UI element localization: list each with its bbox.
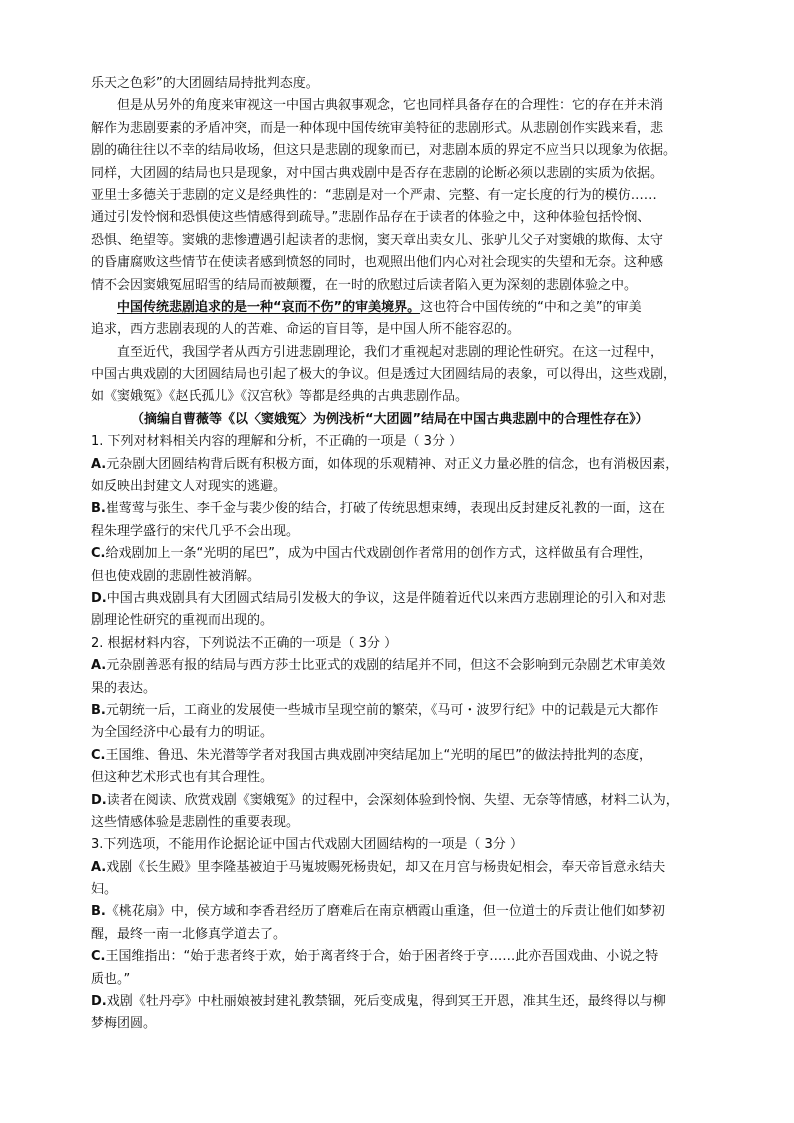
option-text: 崔莺莺与张生、李千金与裴少俊的结合，打破了传统思想束缚，表现出反封建反礼教的一面，这在 (105, 501, 665, 517)
passage-line: 亚里士多德关于悲剧的定义是经典性的：“悲剧是对一个严肃、完整、有一定长度的行为的模仿…… (91, 187, 657, 203)
option-label: C. (91, 546, 106, 562)
option-label: B. (91, 501, 106, 517)
option-text: 剧理论性研究的重视而出现的。 (91, 613, 274, 629)
option-text: 《桃花扇》中，侯方域和李香君经历了磨难后在南京栖霞山重逢，但一位道士的斥责让他们如梦初 (105, 904, 665, 920)
passage-line: 解作为悲剧要素的矛盾冲突，而是一种体现中国传统审美特征的悲剧形式。从悲剧创作实践来看，悲 (91, 120, 664, 136)
option-label: D. (91, 590, 107, 606)
option-text: 程朱理学盛行的宋代几乎不会出现。 (91, 523, 300, 539)
option-text: 给戏剧加上一条“光明的尾巴”，成为中国古代戏剧创作者常用的创作方式，这样做虽有合理性， (105, 546, 652, 562)
option-text: 中国古典戏剧具有大团圆式结局引发极大的争议，这是伴随着近代以来西方悲剧理论的引入和对悲 (106, 590, 666, 606)
option-c[interactable] (91, 745, 713, 790)
question-stem: 2. 根据材料内容，下列说法不正确的一项是（ 3分 ） (91, 635, 398, 651)
passage-line: 乐天之色彩”的大团圆结局持批判态度。 (91, 76, 319, 91)
option-text: 这些情感体验是悲剧性的重要表现。 (91, 814, 300, 830)
passage-line: 的昏庸腐败这些情节在使读者感到愤怒的同时，也观照出他们内心对社会现实的失望和无奈。这种感 (91, 255, 664, 271)
passage-line: 追求，西方悲剧表现的人的苦难、命运的盲目等，是中国人所不能容忍的。 (91, 322, 521, 338)
option-text: 质也。” (91, 971, 131, 987)
option-d[interactable] (91, 991, 713, 1036)
option-a[interactable] (91, 655, 713, 700)
option-text: 王国维、鲁迅、朱光潜等学者对我国古典戏剧冲突结尾加上“光明的尾巴”的做法持批判的态度， (105, 747, 652, 763)
option-text: 戏剧《长生殿》里李隆基被迫于马嵬坡赐死杨贵妃，却又在月宫与杨贵妃相会，奉天帝旨意永结夫 (106, 859, 666, 875)
option-label: A. (91, 658, 107, 674)
option-label: C. (91, 747, 106, 763)
emphasis-line (91, 297, 713, 319)
passage-line: 同样，大团圆的结局也只是现象，对中国古典戏剧中是否存在悲剧的论断必须以悲剧的实质为依据。 (91, 165, 664, 181)
passage-line: 如《窦娥冤》《赵氏孤儿》《汉宫秋》等都是经典的古典悲剧作品。 (91, 389, 469, 405)
option-text: 梦梅团圆。 (91, 1016, 157, 1032)
emphasized-sentence: 中国传统悲剧追求的是一种“哀而不伤”的审美境界。 (117, 299, 421, 315)
passage-line: 情不会因窦娥冤屈昭雪的结局而被颠覆，在一时的欣慰过后读者陷入更为深刻的悲剧体验之中。 (91, 277, 638, 293)
option-b[interactable] (91, 700, 713, 745)
option-b[interactable] (91, 498, 713, 543)
question-2 (91, 633, 713, 835)
option-label: B. (91, 702, 106, 718)
passage-line: 中国古典戏剧的大团圆结局也引起了极大的争议。但是透过大团圆结局的表象，可以得出，这些戏剧， (91, 367, 677, 383)
option-text: 王国维指出：“始于悲者终于欢，始于离者终于合，始于困者终于亨……此亦吾国戏曲、小说之特 (105, 949, 659, 965)
option-text: 戏剧《牡丹亭》中杜丽娘被封建礼教禁锢，死后变成鬼，得到冥王开恩，准其生还，最终得以与柳 (106, 994, 666, 1010)
option-label: A. (91, 456, 107, 472)
option-text: 元杂剧大团圆结构背后既有积极方面，如体现的乐观精神、对正义力量必胜的信念，也有消极因素， (106, 456, 679, 472)
option-label: A. (91, 859, 107, 875)
option-text: 但这种艺术形式也有其合理性。 (91, 770, 274, 786)
question-3 (91, 834, 713, 1036)
option-label: C. (91, 949, 106, 965)
option-label: D. (91, 994, 107, 1010)
passage-line: 但是从另外的角度来审视这一中国古典叙事观念，它也同样具备存在的合理性：它的存在并未消 (117, 98, 664, 114)
question-1 (91, 431, 713, 633)
passage (91, 73, 713, 431)
option-text: 果的表达。 (91, 680, 157, 696)
option-c[interactable] (91, 543, 713, 588)
emphasis-rest: 这也符合中国传统的“中和之美”的审美 (420, 299, 642, 315)
option-b[interactable] (91, 901, 713, 946)
question-stem: 1. 下列对材料相关内容的理解和分析，不正确的一项是（ 3分 ） (91, 434, 463, 450)
page-content (91, 73, 713, 1036)
passage-line: 恐惧、绝望等。窦娥的悲惨遭遇引起读者的悲悯，窦天章出卖女儿、张驴儿父子对窦娥的欺侮、太守 (91, 232, 664, 248)
option-label: D. (91, 792, 107, 808)
option-text: 如反映出封建文人对现实的逃避。 (91, 479, 287, 495)
option-text: 但也使戏剧的悲剧性被消解。 (91, 568, 261, 584)
passage-line: 通过引发怜悯和恐惧使这些情感得到疏导。”悲剧作品存在于读者的体验之中，这种体验包括怜悯、 (91, 210, 651, 226)
option-text: 为全国经济中心最有力的明证。 (91, 725, 274, 741)
question-stem: 3.下列选项，不能用作论据论证中国古代戏剧大团圆结构的一项是（ 3分 ） (91, 837, 523, 853)
passage-line: 剧的确往往以不幸的结局收场，但这只是悲剧的现象而已，对悲剧本质的界定不应当只以现象为依据。 (91, 143, 677, 159)
option-label: B. (91, 904, 106, 920)
option-text: 读者在阅读、欣赏戏剧《窦娥冤》的过程中，会深刻体验到怜悯、失望、无奈等情感，材料二认为， (106, 792, 679, 808)
option-text: 元朝统一后，工商业的发展使一些城市呈现空前的繁荣，《马可・波罗行纪》中的记载是元大都作 (105, 702, 659, 718)
option-text: 元杂剧善恶有报的结局与西方莎士比亚式的戏剧的结尾并不同，但这不会影响到元杂剧艺术审美效 (106, 658, 666, 674)
option-text: 醒，最终一南一北修真学道去了。 (91, 926, 287, 942)
option-d[interactable] (91, 588, 713, 633)
option-a[interactable] (91, 454, 713, 499)
option-c[interactable] (91, 946, 713, 991)
option-d[interactable] (91, 790, 713, 835)
passage-line: 直至近代，我国学者从西方引进悲剧理论，我们才重视起对悲剧的理论性研究。在这一过程中， (117, 344, 664, 360)
option-a[interactable] (91, 857, 713, 902)
option-text: 妇。 (91, 882, 118, 898)
source-citation: （摘编自曹薇等《以〈窦娥冤〉为例浅析“大团圆”结局在中国古典悲剧中的合理性存在》） (131, 411, 649, 427)
